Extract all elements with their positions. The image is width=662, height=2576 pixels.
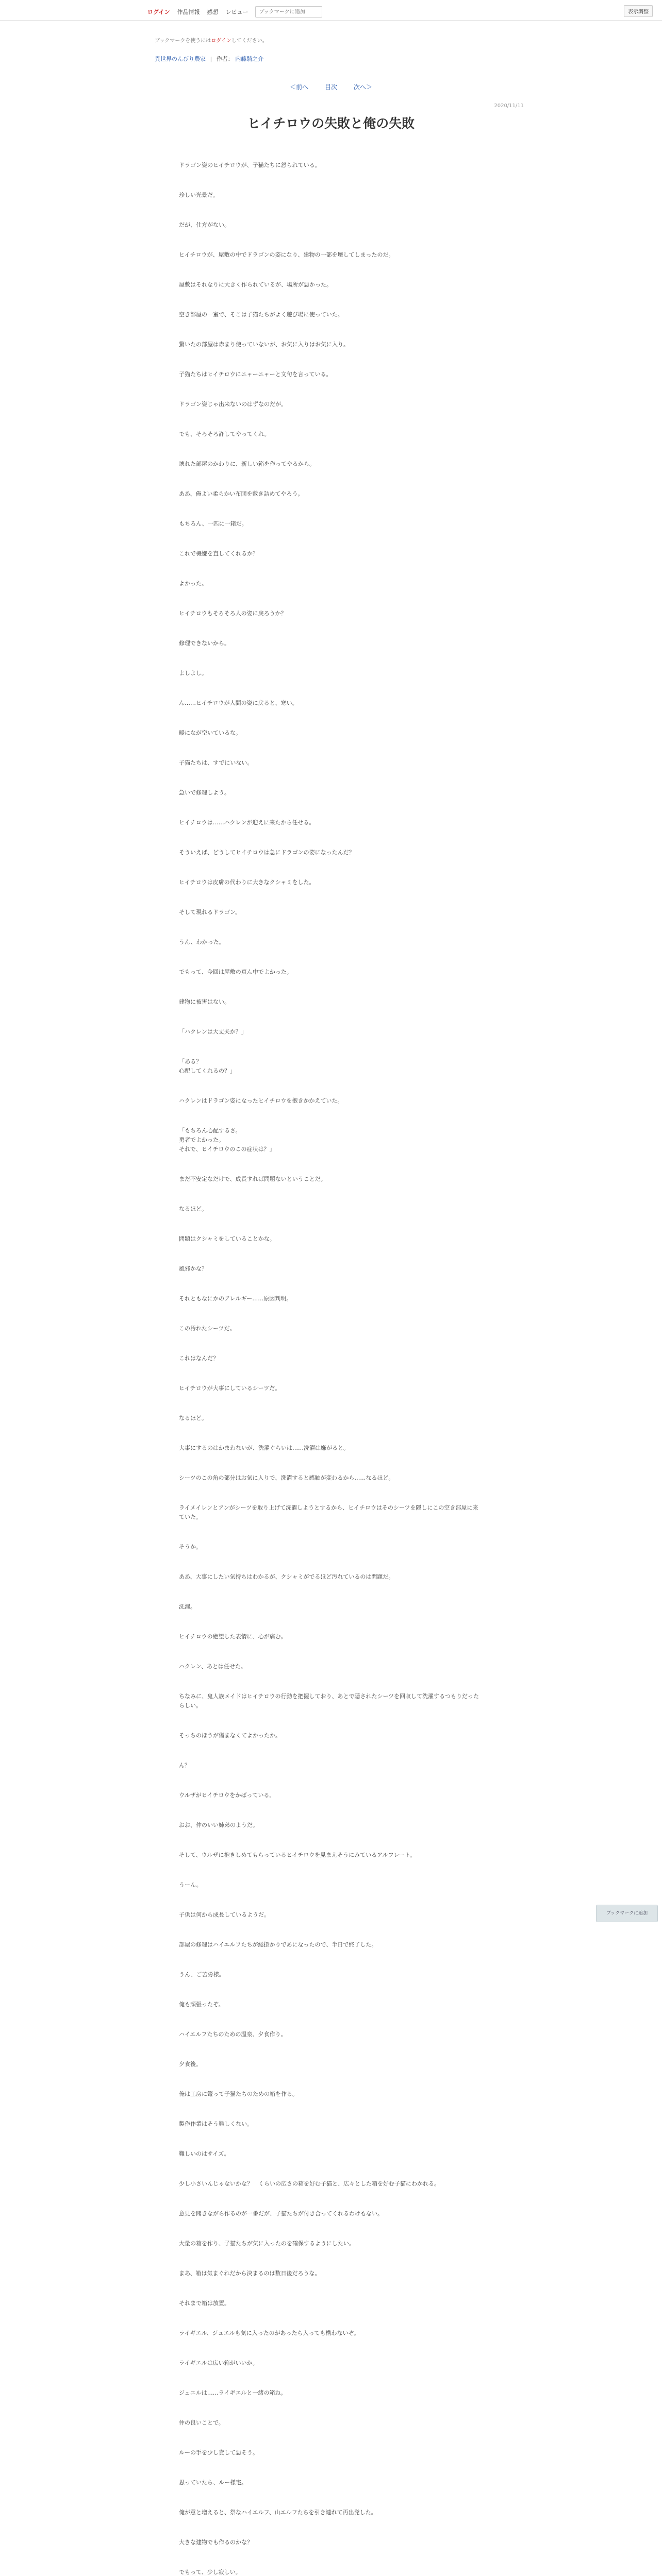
chapter-pager: [0, 82, 662, 91]
paragraph: でもって、少し寂しい。: [179, 2569, 241, 2575]
nav-work-info[interactable]: 作品情報: [177, 9, 200, 15]
paragraph: 暖になが空いているな。: [179, 730, 241, 736]
paragraph: 思っていたら、ルー様宅。: [179, 2479, 247, 2486]
paragraph: 大きな建物でも作るのかな？: [179, 2539, 253, 2546]
notice-suffix: してください。: [231, 38, 268, 44]
work-meta: [155, 55, 263, 63]
paragraph: ヒイチロウもそろそろ人の姿に戻ろうか？: [179, 610, 287, 617]
paragraph: 製作作業はそう難しくない。: [179, 2121, 253, 2127]
paragraph: ちなみに、鬼人族メイドはヒイチロウの行動を把握しており、あとで隠されたシーツを回収して洗濯するつもりだったらしい。: [179, 1693, 479, 1709]
notice-prefix: ブックマークを使うには: [155, 38, 211, 44]
paragraph: 空き部屋の一室で、そこは子猫たちがよく遊び場に使っていた。: [179, 311, 343, 318]
paragraph: ドラゴン姿じゃ出来ないのはずなのだが。: [179, 401, 287, 408]
paragraph: これで機嫌を直してくれるか？: [179, 550, 258, 557]
paragraph: ヒイチロウの絶望した表情に、心が痛む。: [179, 1633, 287, 1640]
paragraph: 難しいのはサイズ。: [179, 2150, 230, 2157]
toc-link[interactable]: 目次: [324, 83, 337, 91]
paragraph: そういえば、どうしてヒイチロウは急にドラゴンの姿になったんだ？: [179, 849, 355, 856]
paragraph: もちろん、一匹に一箱だ。: [179, 520, 247, 527]
paragraph: なるほど。: [179, 1206, 207, 1212]
paragraph: 意見を聞きながら作るのが一番だが、子猫たちが付き合ってくれるわけもない。: [179, 2210, 383, 2217]
paragraph: 壊れた部屋のかわりに、新しい箱を作ってやるから。: [179, 461, 315, 467]
top-bar: [0, 0, 662, 21]
paragraph: ライメイレンとアンがシーツを取り上げて洗濯しようとするから、ヒイチロウはそのシーツを隠しにこの空き部屋に来ていた。: [179, 1504, 478, 1520]
paragraph: ハイエルフたちのための温泉、夕食作り。: [179, 2031, 287, 2038]
paragraph: ジュエルは……ライギエルと一緒の箱ね。: [179, 2389, 287, 2396]
paragraph: ライギエルは広い箱がいいか。: [179, 2360, 258, 2366]
paragraph: 「ハクレンは大丈夫か？」: [179, 1028, 247, 1035]
paragraph: 俺が意と増えると、祭なハイエルフ、山エルフたちを引き連れて再出発した。: [179, 2509, 377, 2516]
paragraph: 屋敷はそれなりに大きく作られているが、場所が悪かった。: [179, 281, 332, 288]
paragraph: 「ある？ 心配してくれるの？」: [179, 1058, 236, 1074]
author-link[interactable]: 内藤騎之介: [235, 56, 264, 62]
nav-review[interactable]: レビュー: [225, 9, 249, 15]
paragraph: ドラゴン姿のヒイチロウが、子猫たちに怒られている。: [179, 162, 321, 168]
paragraph: 部屋の修理はハイエルフたちが総掛かりであになったので、半日で終了した。: [179, 1941, 377, 1948]
paragraph: でもって、今回は屋敷の真ん中でよかった。: [179, 969, 292, 975]
chapter-body: [179, 161, 483, 2576]
publish-date: 2020/11/11: [494, 103, 524, 109]
header-nav: [147, 6, 322, 18]
notice-login-link[interactable]: ログイン: [211, 38, 231, 44]
paragraph: 夕食後。: [179, 2061, 202, 2067]
paragraph: それまで箱は放置。: [179, 2300, 230, 2307]
nav-impressions[interactable]: 感想: [207, 9, 219, 15]
paragraph: 子猫たちは、すでにいない。: [179, 759, 253, 766]
paragraph: うん、ご苦労様。: [179, 1971, 225, 1978]
paragraph: おお、仲のいい姉弟のようだ。: [179, 1822, 258, 1828]
next-chapter-link[interactable]: 次へ＞: [353, 83, 372, 91]
paragraph: それともなにかのアレルギー……原因判明。: [179, 1295, 292, 1302]
paragraph: 少し小さいんじゃないかな？ くらいの広さの箱を好む子猫と、広々とした箱を好む子猫にわかれる。: [179, 2180, 440, 2187]
paragraph: そして、ウルザに抱きしめてもらっているヒイチロウを見まえそうにみているアルフレート。: [179, 1852, 416, 1858]
paragraph: 洗濯。: [179, 1603, 196, 1610]
paragraph: そうか。: [179, 1544, 202, 1550]
paragraph: そして現れるドラゴン。: [179, 909, 241, 916]
paragraph: ハクレン、あとは任せた。: [179, 1663, 246, 1670]
login-link[interactable]: ログイン: [147, 9, 170, 15]
display-settings-button[interactable]: 表示調整: [624, 5, 653, 17]
paragraph: ハクレンはドラゴン姿になったヒイチロウを抱きかかえていた。: [179, 1097, 343, 1104]
paragraph: シーツのこの角の部分はお気に入りで、洗濯すると感触が変わるから……なるほど。: [179, 1475, 394, 1481]
paragraph: うん、わかった。: [179, 939, 225, 945]
paragraph: なるほど。: [179, 1415, 207, 1421]
paragraph: 大量の箱を作り、子猫たちが気に入ったのを確保するようにしたい。: [179, 2240, 355, 2247]
bookmark-button[interactable]: ブックマークに追加: [596, 1905, 658, 1922]
paragraph: ヒイチロウが大事にしているシーツだ。: [179, 1385, 281, 1392]
paragraph: ん……ヒイチロウが人間の姿に戻ると、寒い。: [179, 700, 298, 706]
bookmark-input[interactable]: [255, 6, 322, 18]
paragraph: 「もちろん心配するさ。 勇者でよかった。 それで、ヒイチロウのこの症状は？」: [179, 1127, 275, 1153]
paragraph: 俺は工房に篭って子猫たちのための箱を作る。: [179, 2091, 298, 2097]
paragraph: この汚れたシーツだ。: [179, 1325, 236, 1332]
paragraph: そっちのほうが傷まなくてよかったか。: [179, 1732, 281, 1739]
paragraph: 大事にするのはかまわないが、洗濯ぐらいは……洗濯は嫌がると。: [179, 1445, 349, 1451]
paragraph: ああ、大事にしたい気持ちはわかるが、クシャミがでるほど汚れているのは問題だ。: [179, 1573, 394, 1580]
paragraph: 子供は何から成長しているようだ。: [179, 1911, 270, 1918]
paragraph: 急いで修理しよう。: [179, 789, 230, 796]
paragraph: ライギエル、ジュエルも気に入ったのがあったら入っても構わないぞ。: [179, 2330, 360, 2336]
paragraph: 驚いたの部屋は赤まり使っていないが、お気に入りはお気に入り。: [179, 341, 349, 348]
paragraph: ああ、俺よい柔らかい布団を敷き詰めてやろう。: [179, 490, 304, 497]
paragraph: ルーの手を少し貸して悪そう。: [179, 2449, 258, 2456]
paragraph: ヒイチロウは皮膚の代わりに大きなクシャミをした。: [179, 879, 315, 886]
paragraph: ん？: [179, 1762, 190, 1769]
meta-divider: |: [210, 56, 212, 62]
bookmark-notice: [155, 36, 268, 44]
chapter-title: ヒイチロウの失敗と俺の失敗: [247, 116, 415, 131]
paragraph: 仲の良いことで。: [179, 2419, 224, 2426]
paragraph: 建物に被害はない。: [179, 998, 230, 1005]
paragraph: ウルザがヒイチロウをかばっている。: [179, 1792, 275, 1799]
paragraph: よかった。: [179, 580, 207, 587]
author-label: 作者：: [216, 56, 234, 62]
paragraph: 風邪かな？: [179, 1265, 207, 1272]
paragraph: 俺も頑張ったぞ。: [179, 2001, 224, 2008]
paragraph: ヒイチロウは……ハクレンが迎えに来たから任せる。: [179, 819, 315, 826]
series-link[interactable]: 異世界のんびり農家: [155, 56, 206, 62]
prev-chapter-link[interactable]: ＜前へ: [290, 83, 309, 91]
paragraph: ヒイチロウが、屋敷の中でドラゴンの姿になり、建物の一部を壊してしまったのだ。: [179, 251, 394, 258]
paragraph: でも、そろそろ許してやってくれ。: [179, 431, 270, 437]
paragraph: これはなんだ？: [179, 1355, 219, 1362]
paragraph: よしよし。: [179, 670, 207, 676]
paragraph: 珍しい光景だ。: [179, 192, 219, 198]
paragraph: 問題はクシャミをしていることかな。: [179, 1235, 275, 1242]
paragraph: だが、仕方がない。: [179, 222, 230, 228]
paragraph: うーん。: [179, 1882, 202, 1888]
paragraph: まあ、箱は気まぐれだから決まるのは数日後だろうな。: [179, 2270, 321, 2277]
paragraph: 子猫たちはヒイチロウにニャーニャーと文句を言っている。: [179, 371, 332, 378]
paragraph: まだ不安定なだけで、成長すれば問題ないということだ。: [179, 1176, 326, 1182]
paragraph: 修理できないから。: [179, 640, 230, 647]
